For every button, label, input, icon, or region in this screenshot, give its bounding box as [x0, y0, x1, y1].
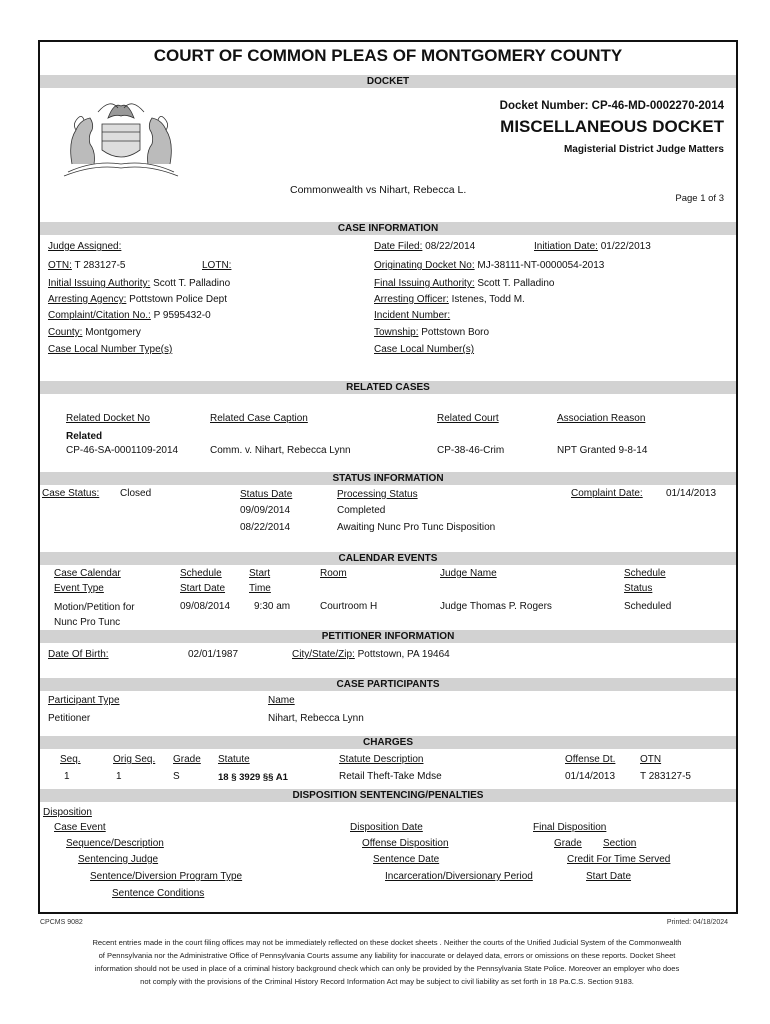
sentence-conditions-label: Sentence Conditions: [112, 888, 205, 899]
sentence-date-label: Sentence Date: [373, 854, 440, 865]
related-court-header: Related Court: [437, 413, 499, 424]
related-cases-bar: RELATED CASES: [40, 381, 736, 394]
otn-value: T 283127-5: [74, 260, 126, 271]
incident-number-label: Incident Number:: [374, 310, 451, 321]
charge-header: Orig Seq.: [113, 754, 156, 765]
room-header: Room: [320, 568, 347, 579]
complaint-citation: [48, 310, 211, 321]
calendar-room: Courtroom H: [320, 601, 378, 612]
case-local-number-type-label: Case Local Number Type(s): [48, 344, 173, 355]
date-filed-label: Date Filed:: [374, 241, 423, 252]
docket-subtitle: Magisterial District Judge Matters: [563, 144, 724, 155]
charge-header: Statute Description: [339, 754, 424, 765]
city-state-zip: [292, 649, 450, 660]
date-filed-value: 08/22/2014: [425, 241, 476, 252]
docket-type: MISCELLANEOUS DOCKET: [500, 117, 724, 136]
court-title: COURT OF COMMON PLEAS OF MONTGOMERY COUNTY: [153, 46, 623, 65]
initiation-date-label: Initiation Date:: [534, 241, 598, 252]
final-issuing-authority: [374, 278, 554, 289]
offense-disposition-label: Offense Disposition: [362, 838, 449, 849]
initiation-date-value: 01/22/2013: [600, 241, 651, 252]
sentence-program-type-label: Sentence/Diversion Program Type: [90, 871, 243, 882]
charge-header: Grade: [173, 754, 201, 765]
participant-name: Nihart, Rebecca Lynn: [268, 713, 364, 724]
sequence-description-label: Sequence/Description: [66, 838, 164, 849]
city-label: City/State/Zip:: [292, 649, 355, 660]
calendar-event-type: Nunc Pro Tunc: [54, 617, 121, 628]
schedule-status-header: Schedule: [624, 568, 666, 579]
calendar-status: Scheduled: [624, 601, 672, 612]
initial-issuing-value: Scott T. Palladino: [153, 278, 231, 289]
judge-name-header: Judge Name: [440, 568, 497, 579]
status-information-bar: STATUS INFORMATION: [40, 472, 736, 485]
calendar-judge: Judge Thomas P. Rogers: [440, 601, 552, 612]
final-issuing-value: Scott T. Palladino: [477, 278, 555, 289]
page-number: Page 1 of 3: [675, 193, 724, 204]
related-caption-header: Related Case Caption: [210, 413, 308, 424]
arresting-officer-label: Arresting Officer:: [374, 294, 449, 305]
arresting-officer-value: Istenes, Todd M.: [451, 294, 525, 305]
section-label: Section: [603, 838, 637, 849]
incarceration-period-label: Incarceration/Diversionary Period: [385, 871, 533, 882]
arresting-agency-value: Pottstown Police Dept: [129, 294, 227, 305]
final-issuing-label: Final Issuing Authority:: [374, 278, 475, 289]
township-label: Township:: [374, 327, 419, 338]
calendar-event-header: Event Type: [54, 583, 104, 594]
form-number: CPCMS 9082: [40, 919, 83, 926]
township: [374, 327, 489, 338]
docket-bar: DOCKET: [40, 75, 736, 88]
start-date-label: Start Date: [586, 871, 632, 882]
sentencing-judge-label: Sentencing Judge: [78, 854, 159, 865]
final-disposition-label: Final Disposition: [533, 822, 607, 833]
dob: 02/01/1987: [188, 649, 239, 660]
related-docket: CP-46-SA-0001109-2014: [66, 445, 179, 456]
association-reason-header: Association Reason: [557, 413, 646, 424]
disposition-date-label: Disposition Date: [350, 822, 423, 833]
schedule-date-header: Start Date: [180, 583, 226, 594]
county: [48, 327, 141, 338]
status-row-status: Completed: [337, 505, 386, 516]
docket-number: Docket Number: CP-46-MD-0002270-2014: [499, 100, 724, 112]
charge-cell: T 283127-5: [640, 771, 691, 782]
related-docket-header: Related Docket No: [66, 413, 150, 424]
county-label: County:: [48, 327, 83, 338]
arresting-officer: [374, 294, 525, 305]
participant-type-header: Participant Type: [48, 695, 120, 706]
case-information-bar: CASE INFORMATION: [40, 222, 736, 235]
charge-header: Seq.: [60, 754, 81, 765]
case-participants-bar: CASE PARTICIPANTS: [40, 678, 736, 691]
charge-header: OTN: [640, 754, 662, 765]
complaint-date: 01/14/2013: [666, 488, 717, 499]
city-value: Pottstown, PA 19464: [357, 649, 450, 660]
charge-cell: 01/14/2013: [565, 771, 616, 782]
dob-label: Date Of Birth:: [48, 649, 109, 660]
docket-frame: [38, 40, 738, 914]
originating-docket: [374, 260, 604, 271]
charge-cell: Retail Theft-Take Mdse: [339, 771, 442, 782]
judge-assigned-label: Judge Assigned:: [48, 241, 122, 252]
related-caption: Comm. v. Nihart, Rebecca Lynn: [210, 445, 351, 456]
charge-cell: 1: [64, 771, 70, 782]
participant-name-header: Name: [268, 695, 295, 706]
status-row-status: Awaiting Nunc Pro Tunc Disposition: [337, 522, 496, 533]
charge-cell: 1: [116, 771, 122, 782]
initial-issuing-label: Initial Issuing Authority:: [48, 278, 151, 289]
case-status-label: Case Status:: [42, 488, 100, 499]
otn-label: OTN:: [48, 260, 72, 271]
credit-time-served-label: Credit For Time Served: [567, 854, 671, 865]
arresting-agency: [48, 294, 227, 305]
start-time-header: Start: [249, 568, 271, 579]
disposition-bar: DISPOSITION SENTENCING/PENALTIES: [40, 789, 736, 802]
participant-type: Petitioner: [48, 713, 91, 724]
lotn-label: LOTN:: [202, 260, 232, 271]
complaint-citation-value: P 9595432-0: [153, 310, 211, 321]
calendar-time: 9:30 am: [254, 601, 291, 612]
grade-label: Grade: [554, 838, 582, 849]
status-row-date: 09/09/2014: [240, 505, 291, 516]
calendar-event-type: Motion/Petition for: [54, 602, 135, 613]
case-local-numbers-label: Case Local Number(s): [374, 344, 475, 355]
charges-bar: CHARGES: [40, 736, 736, 749]
originating-docket-label: Originating Docket No:: [374, 260, 475, 271]
schedule-status-header: Status: [624, 583, 653, 594]
disposition-label: Disposition: [43, 807, 92, 818]
pennsylvania-seal-icon: [54, 94, 188, 180]
initial-issuing-authority: [48, 278, 230, 289]
processing-status-header: Processing Status: [337, 489, 418, 500]
charge-cell: S: [173, 771, 180, 782]
status-row-date: 08/22/2014: [240, 522, 291, 533]
disclaimer: Recent entries made in the court filing offices may not be immediately reflected on these docket sheets . Neither the courts of the Unified Judicial System of the Commonwealth of Pennsylvania nor the Administrative Office of Pennsylvania Courts assume any liability for inaccurate or delayed data, errors or omissions on these reports. Docket Sheet information should not be used in place of a criminal history background check which can only be provided by the Pennsylvania State Police. Moreover an employer who does not comply with the provisions of the Criminal History Record Information Act may be subject to civil liability as set forth in 18 Pa.C.S. Section 9183.: [92, 938, 682, 986]
county-value: Montgomery: [85, 327, 141, 338]
start-time-header: Time: [249, 583, 271, 594]
calendar-date: 09/08/2014: [180, 601, 231, 612]
case-event-label: Case Event: [54, 822, 106, 833]
township-value: Pottstown Boro: [421, 327, 490, 338]
originating-docket-value: MJ-38111-NT-0000054-2013: [477, 260, 605, 271]
status-date-header: Status Date: [240, 489, 293, 500]
related-court: CP-38-46-Crim: [437, 445, 505, 456]
complaint-citation-label: Complaint/Citation No.:: [48, 310, 151, 321]
arresting-agency-label: Arresting Agency:: [48, 294, 127, 305]
case-status: Closed: [120, 488, 152, 499]
schedule-date-header: Schedule: [180, 568, 222, 579]
calendar-event-header: Case Calendar: [54, 568, 121, 579]
case-caption: Commonwealth vs Nihart, Rebecca L.: [290, 184, 467, 196]
calendar-events-bar: CALENDAR EVENTS: [40, 552, 736, 565]
related-group-label: Related: [66, 431, 103, 442]
initiation-date: [534, 241, 651, 252]
petitioner-information-bar: PETITIONER INFORMATION: [40, 630, 736, 643]
charge-cell: 18 § 3929 §§ A1: [218, 772, 288, 783]
association-reason: NPT Granted 9-8-14: [557, 445, 648, 456]
otn: [48, 260, 125, 271]
charge-header: Offense Dt.: [565, 754, 616, 765]
complaint-date-label: Complaint Date:: [571, 488, 643, 499]
charge-header: Statute: [218, 754, 250, 765]
printed-date: Printed: 04/18/2024: [666, 919, 728, 926]
date-filed: [374, 241, 475, 252]
